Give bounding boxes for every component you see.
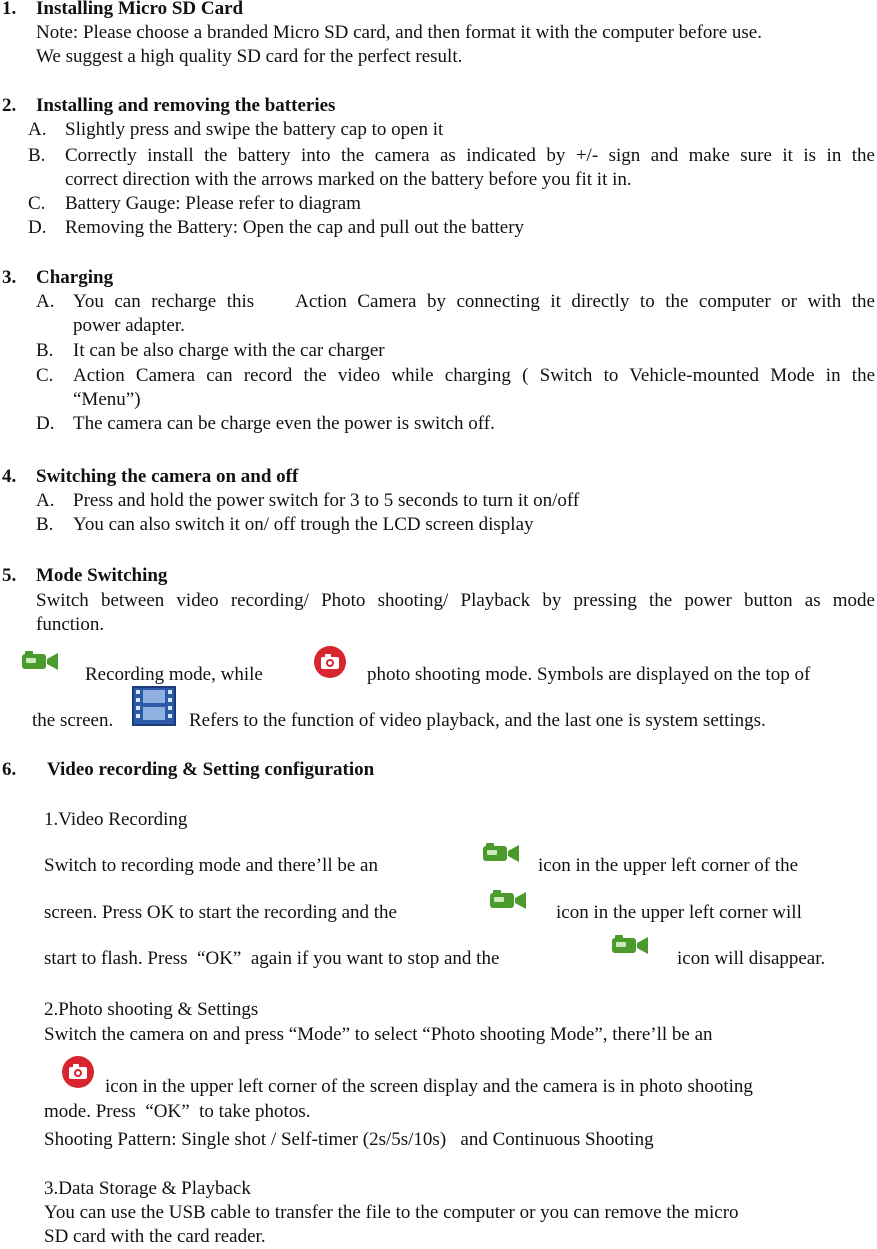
list-item-continuation: power adapter. [73,315,185,336]
paragraph-text: Switch the camera on and press “Mode” to select “Photo shooting Mode”, there’ll be an [44,1024,713,1045]
subsection-title: 1.Video Recording [44,809,188,830]
paragraph-text: mode. Press “OK” to take photos. [44,1101,311,1122]
list-item: You can also switch it on/ off trough the LCD screen display [73,514,534,535]
section-number: 3. [2,267,17,288]
list-marker: A. [28,119,47,140]
paragraph-text: Switch to recording mode and there’ll be an [44,855,378,876]
list-item: Slightly press and swipe the battery cap to open it [65,119,444,140]
section-number: 4. [2,466,17,487]
paragraph-text: the screen. [32,710,114,731]
paragraph-text: icon will disappear. [677,948,826,969]
list-item-continuation: “Menu”) [73,389,141,410]
list-item: Press and hold the power switch for 3 to 5 seconds to turn it on/off [73,490,580,511]
video-camera-icon [481,840,523,864]
paragraph-text: screen. Press OK to start the recording and the [44,902,397,923]
paragraph-text: icon in the upper left corner of the screen display and the camera is in photo shooting [105,1076,753,1097]
list-item: Removing the Battery: Open the cap and pull out the battery [65,217,525,238]
paragraph-text: SD card with the card reader. [44,1226,266,1247]
list-marker: C. [28,193,46,214]
photo-camera-icon [61,1055,95,1089]
list-marker: B. [36,340,54,361]
list-marker: D. [28,217,47,238]
subsection-title: 3.Data Storage & Playback [44,1178,251,1199]
section-heading: Mode Switching [36,565,168,586]
section-heading: Installing and removing the batteries [36,95,336,116]
paragraph-text: icon in the upper left corner will [556,902,802,923]
list-item: You can recharge this Action Camera by connecting it directly to the computer or with the [73,291,875,312]
list-marker: B. [36,514,54,535]
paragraph-line: function. [36,614,105,635]
paragraph-text: icon in the upper left corner of the [538,855,799,876]
paragraph-line: Note: Please choose a branded Micro SD card, and then format it with the computer before use. [36,22,762,43]
paragraph-text: You can use the USB cable to transfer the file to the computer or you can remove the micro [44,1202,739,1223]
video-camera-icon [610,932,652,956]
video-camera-icon [20,648,62,672]
film-playback-icon [132,686,176,726]
paragraph-text: start to flash. Press “OK” again if you want to stop and the [44,948,500,969]
list-marker: A. [36,291,55,312]
paragraph-text: Recording mode, while [85,664,263,685]
section-number: 5. [2,565,17,586]
video-camera-icon [488,887,530,911]
paragraph-text: Shooting Pattern: Single shot / Self-timer (2s/5s/10s) and Continuous Shooting [44,1129,654,1150]
list-item-continuation: correct direction with the arrows marked on the battery before you fit it in. [65,169,632,190]
list-marker: C. [36,365,54,386]
list-marker: A. [36,490,55,511]
section-number: 2. [2,95,17,116]
list-item: Battery Gauge: Please refer to diagram [65,193,361,214]
list-item: It can be also charge with the car charger [73,340,385,361]
section-heading: Charging [36,267,114,288]
paragraph-line: Switch between video recording/ Photo shooting/ Playback by pressing the power button as mode [36,590,875,611]
section-heading: Installing Micro SD Card [36,0,244,19]
photo-camera-icon [313,645,347,679]
section-number: 1. [2,0,17,19]
paragraph-line: We suggest a high quality SD card for the perfect result. [36,46,463,67]
section-heading: Video recording & Setting configuration [47,759,375,780]
list-marker: D. [36,413,55,434]
paragraph-text: photo shooting mode. Symbols are displayed on the top of [367,664,811,685]
paragraph-text: Refers to the function of video playback, and the last one is system settings. [189,710,766,731]
list-item: Correctly install the battery into the camera as indicated by +/- sign and make sure it is in the [65,145,875,166]
list-item: The camera can be charge even the power is switch off. [73,413,495,434]
section-number: 6. [2,759,17,780]
subsection-title: 2.Photo shooting & Settings [44,999,259,1020]
list-item: Action Camera can record the video while charging ( Switch to Vehicle-mounted Mode in the [73,365,875,386]
list-marker: B. [28,145,46,166]
section-heading: Switching the camera on and off [36,466,299,487]
